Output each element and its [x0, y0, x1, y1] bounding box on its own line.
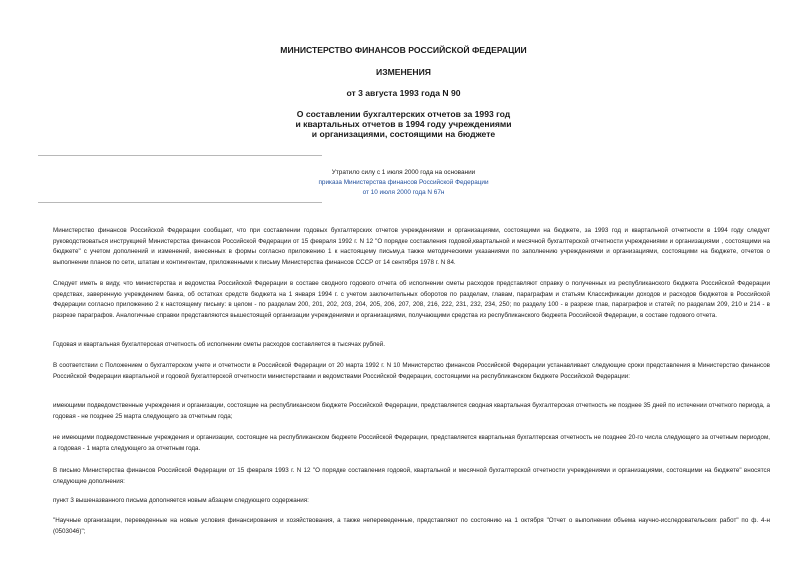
body-paragraph: Министерство финансов Российской Федерации сообщает, что при составлении годовых бухгалтерских отчетов учреждениями и организациями, состоящими на бюджете, за 1993 год и квартальной отчетности в 1994 году следует руководствоваться инструкцией Министерства финансов Российской Федерации от 15 февраля 1992 г. N 12 "О порядке составления годовой,квартальной и месячной бухгалтерской отчетности учреждениями и организациями , состоящими на бюджете" с учетом дополнений и изменений, внесенных в формы согласно приложению 1 к настоящему письму,а также методическими указаниями по заполнению учреждениями и организациями, состоящими на бюджете, отчетов о выполнении планов по сети, штатам и контингентам, приложенными к письму Министерства финансов СССР от 14 сентября 1978 г. N 84.: [53, 227, 770, 266]
body-paragraph: "Научные организации, переведенные на новые условия финансирования и хозяйствования, а также непереведенные, представляют по состоянию на 1 октября "Отчет о выполнении объема научно-исследовательских работ" по ф. 4-н (0503046)";: [53, 517, 770, 535]
document-date: от 3 августа 1993 года N 90: [346, 88, 461, 98]
subject-line: и организациями, состоящими на бюджете: [311, 129, 496, 139]
divider: [38, 202, 322, 203]
order-date-link[interactable]: от 10 июля 2000 года N 67н: [362, 189, 445, 196]
body-paragraph: В соответствии с Положением о бухгалтерском учете и отчетности в Российской Федерации от 20 марта 1992 г. N 10 Министерство финансов Российской Федерации устанавливает следующие сроки представления в Министерство финансов Российской Федерации квартальной и годовой бухгалтерской отчетности министерствами и ведомствами Российской Федерации, состоящими на республиканском бюджете Российской Федерации:: [53, 362, 770, 380]
document-subject: [0, 109, 807, 139]
lost-force-note: Утратило силу с 1 июля 2000 года на основании: [331, 169, 476, 176]
divider: [38, 155, 322, 156]
subject-line: и квартальных отчетов в 1994 году учреждениями: [295, 119, 512, 129]
body-paragraph: В письмо Министерства финансов Российской Федерации от 15 февраля 1993 г. N 12 "О порядке составления годовой, квартальной и месячной бухгалтерской отчетности учреждениями и организациями, состоящими на бюджете" вносятся следующие дополнения:: [53, 467, 770, 485]
body-paragraph: имеющими подведомственные учреждения и организации, состоящие на республиканском бюджете Российской Федерации, представляется сводная квартальная бухгалтерская отчетность не позднее 35 дней по истечении отчетного периода, а годовая - не позднее 25 марта следующего за отчетным года;: [53, 402, 770, 420]
body-paragraph: пункт 3 вышеназванного письма дополняется новым абзацем следующего содержания:: [53, 497, 309, 504]
order-link-line: [0, 178, 807, 187]
body-paragraph: не имеющими подведомственные учреждения и организации, состоящие на республиканском бюджете Российской Федерации, представляется квартальная бухгалтерская отчетность не позднее 20-го числа следующего за отчетным периодом, а годовая - 1 марта следующего за отчетным года.: [53, 434, 770, 452]
order-link[interactable]: приказа Министерства финансов Российской Федерации: [318, 179, 489, 186]
ministry-title: МИНИСТЕРСТВО ФИНАНСОВ РОССИЙСКОЙ ФЕДЕРАЦИИ: [280, 45, 527, 55]
body-paragraph: Годовая и квартальная бухгалтерская отчетность об исполнении сметы расходов составляется в тысячах рублей.: [53, 341, 385, 348]
order-date-line: [0, 188, 807, 197]
subject-line: О составлении бухгалтерских отчетов за 1993 год: [296, 109, 511, 119]
body-paragraph: Следует иметь в виду, что министерства и ведомства Российской Федерации в составе сводного годового отчета об исполнении сметы расходов представляют справку о полученных из республиканского бюджета Российской Федерации средствах, заверенную учреждением банка, об остатках средств бюджета на 1 января 1994 г. с учетом заключительных оборотов по разделам, главам, параграфам и статьям Классификации доходов и расходов бюджетов в Российской Федерации согласно приложению 2 к настоящему письму: в целом - по разделам 200, 201, 202, 203, 204, 205, 206, 207, 208, 216, 222, 231, 232, 234, 250; по разделу 100 - в разрезе глав, параграфов и статей; по разделам 209, 210 и 214 - в разрезе параграфов. Аналогичные справки представляются вышестоящей организации учреждениями и организациями, получающими средства из республиканского бюджета Российской Федерации, в составе годового отчета.: [53, 280, 770, 319]
document-type: ИЗМЕНЕНИЯ: [376, 67, 431, 77]
